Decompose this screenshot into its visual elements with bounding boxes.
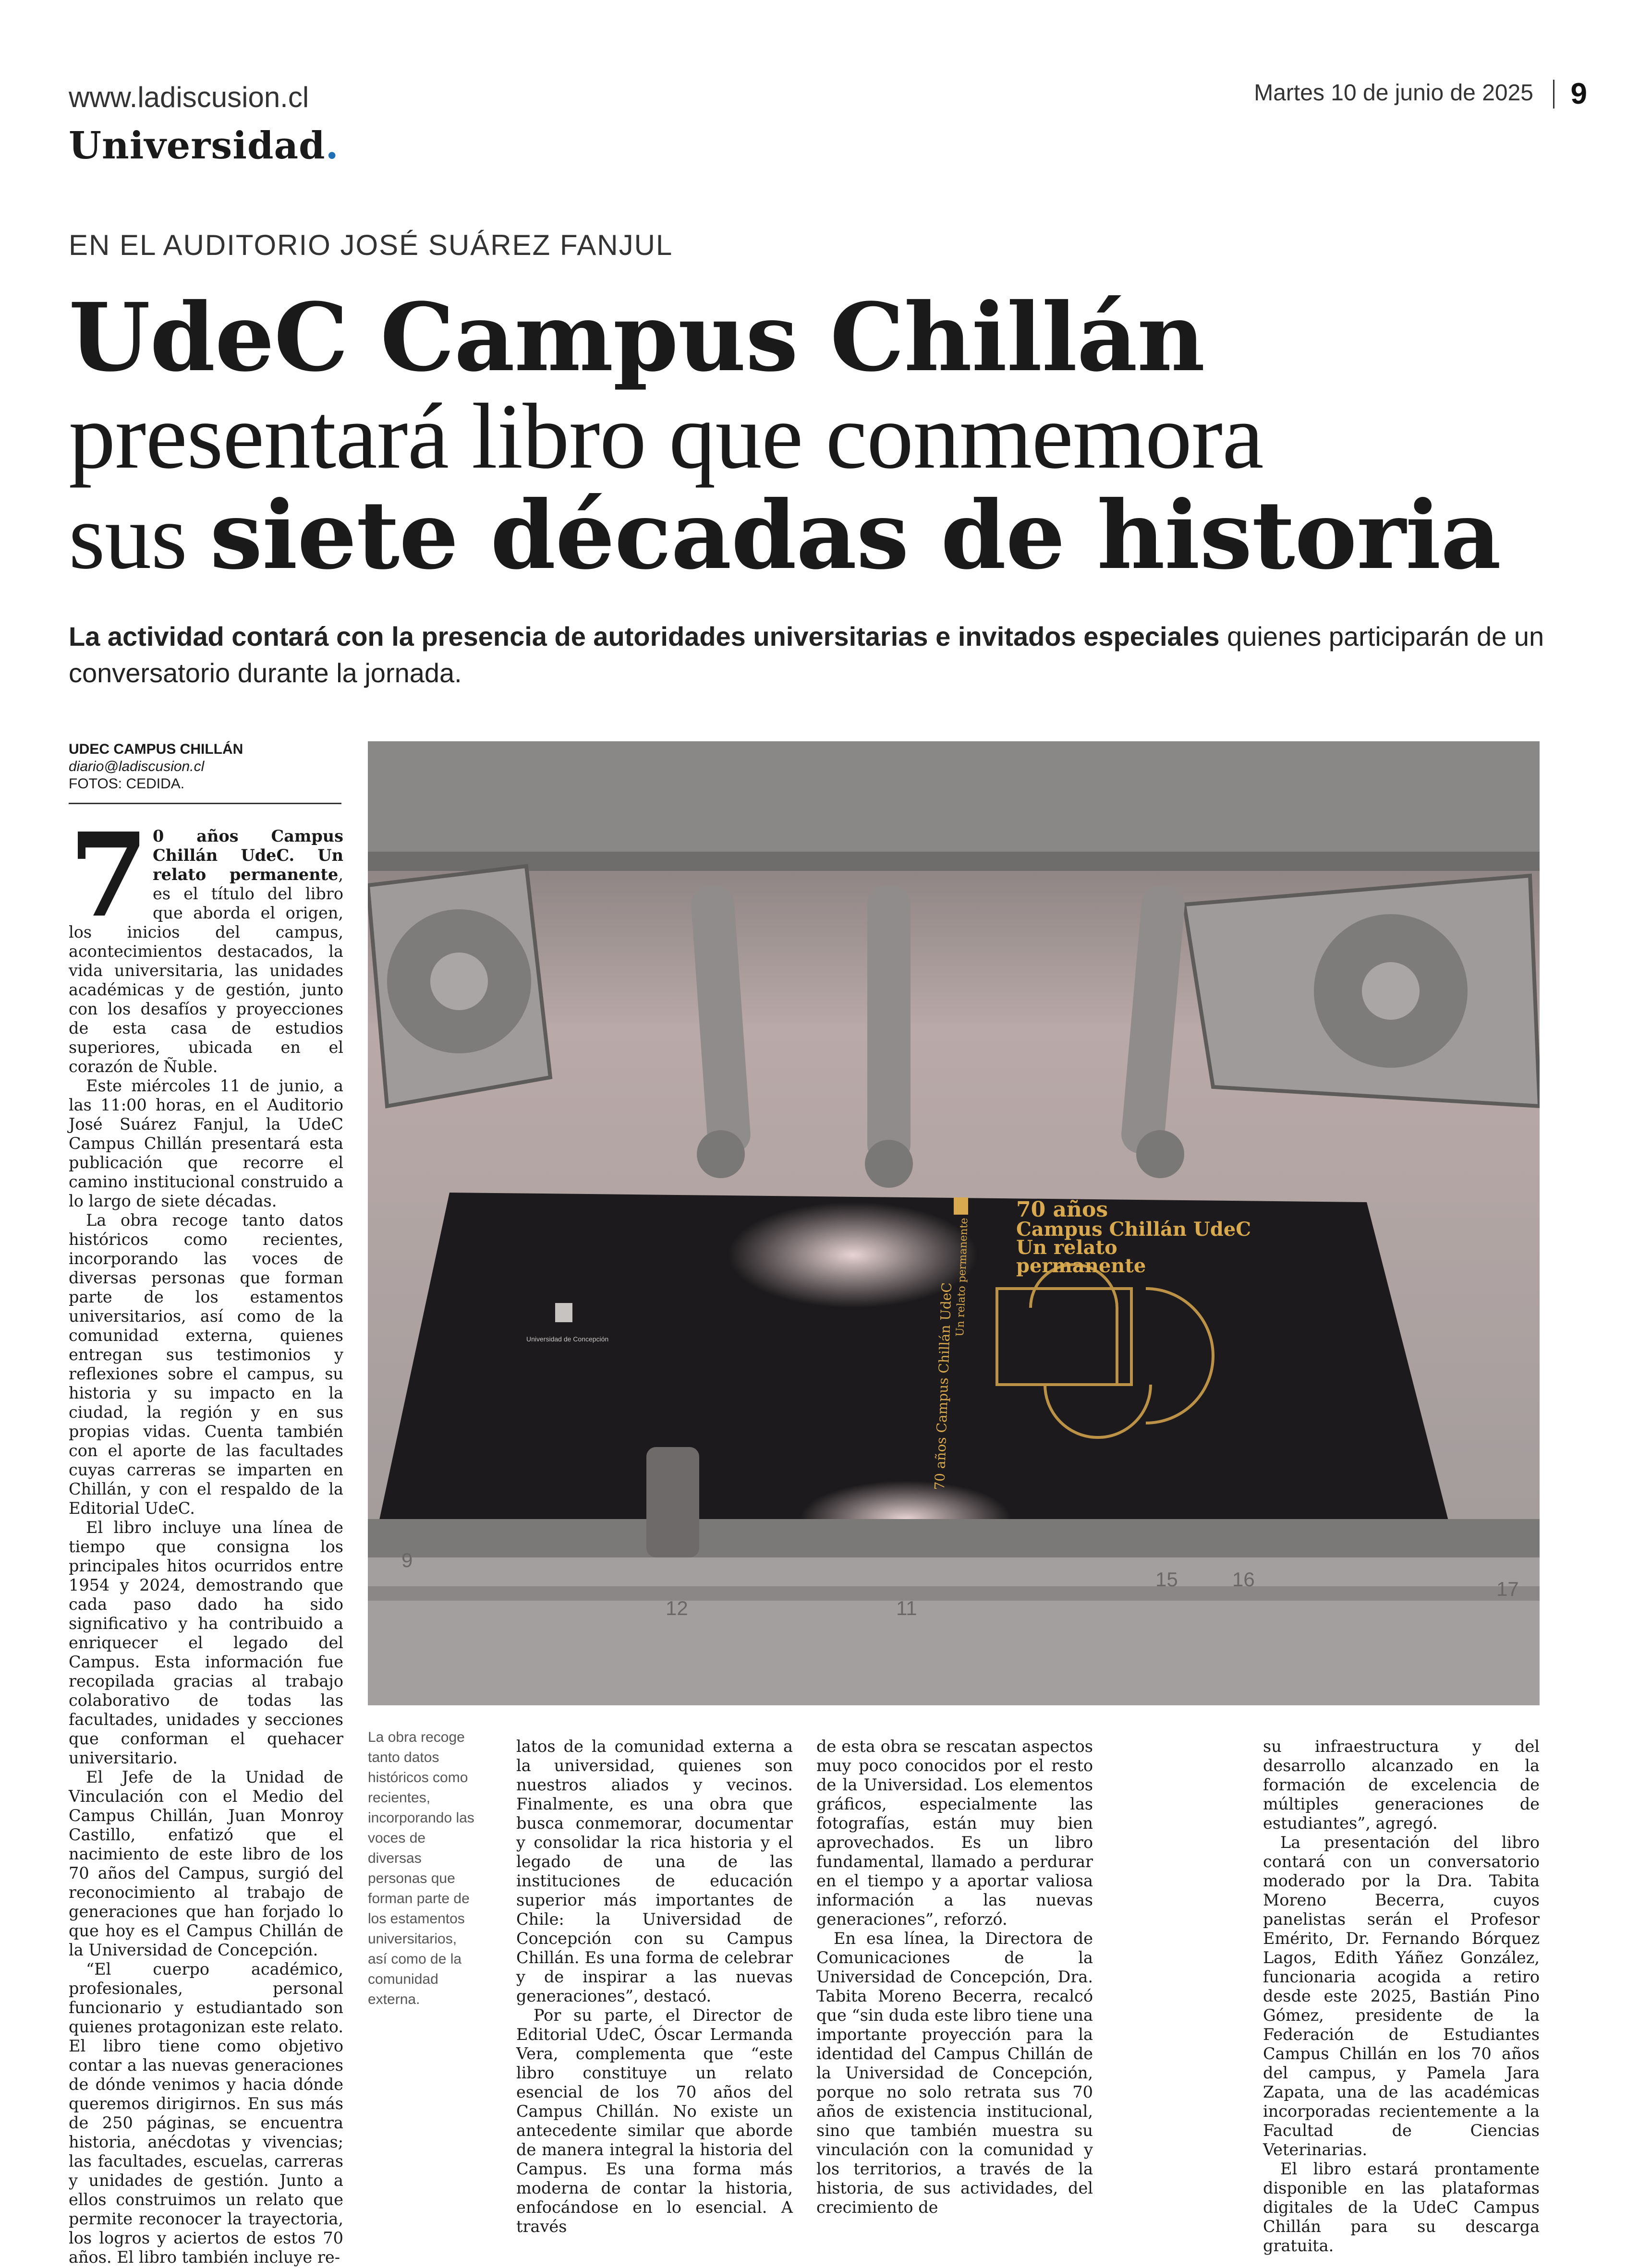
headline xyxy=(69,282,1577,590)
svg-text:9: 9 xyxy=(401,1549,413,1571)
article-photo xyxy=(368,741,1540,1705)
clamp xyxy=(646,1447,699,1557)
paragraph-12: La presentación del libro contará con un conversatorio moderado por la Dra. Tabita Moreno Becerra, cuyos panelistas serán el Profesor Emérito, Dr. Fernando Bórquez Lagos, Edith Yáñez González, funcionaria acogida a retiro desde este 2025, Bastián Pino Gómez, presidente de la Federación de Estudiantes Campus Chillán en los 70 años del campus, y Pamela Jara Zapata, una de las académicas incorporadas recientemente a la Facultad de Ciencias Veterinarias. xyxy=(1263,1833,1540,2159)
svg-text:15: 15 xyxy=(1155,1568,1178,1591)
lead-paragraph xyxy=(69,618,1572,691)
paragraph-2: Este miércoles 11 de junio, a las 11:00 horas, en el Auditorio José Suárez Fanjul, la UdeC Campus Chillán presentará esta publicación que recorre el camino institucional construido a lo largo de siete décadas. xyxy=(69,1076,343,1210)
paragraph-8: Por su parte, el Director de Editorial UdeC, Óscar Lermanda Vera, complementa que “este libro constituye un relato esencial de los 70 años del Campus Chillán. No existe un antecedente similar que aborde de manera integral la historia del Campus. Es una forma más moderna de contar la historia, enfocándose en lo esencial. A través xyxy=(516,2006,793,2236)
section-name: Universidad xyxy=(69,124,326,168)
spine-text-2: Un relato permanente xyxy=(954,1218,971,1337)
paragraph-5: El Jefe de la Unidad de Vinculación con el Medio del Campus Chillán, Juan Monroy Castillo, enfatizó que el nacimiento de este libro de los 70 años del Campus, surgió del reconocimiento al trabajo de generaciones que han forjado lo que hoy es el Campus Chillán de la Universidad de Concepción. xyxy=(69,1768,343,1959)
site-url[interactable]: www.ladiscusion.cl xyxy=(69,81,309,113)
section-title xyxy=(69,124,339,168)
headline-line-3-light: sus xyxy=(69,485,210,589)
paragraph-1 xyxy=(69,808,343,1076)
svg-text:11: 11 xyxy=(896,1597,917,1619)
header-divider xyxy=(1553,80,1554,109)
left-fan xyxy=(368,866,550,1106)
back-cover-logo-text: Universidad de Concepción xyxy=(526,1335,609,1343)
body-column-3 xyxy=(816,1737,1093,2217)
headline-line-1: UdeC Campus Chillán xyxy=(69,282,1205,392)
lead-bold: La actividad contará con la presencia de autoridades universitarias e invitados especiales xyxy=(69,621,1220,651)
machine-top-frame xyxy=(368,741,1540,866)
headline-line-3-bold: siete décadas de historia xyxy=(210,480,1501,590)
byline xyxy=(69,741,341,793)
page-number: 9 xyxy=(1570,77,1587,110)
photo-caption: La obra recoge tanto datos históricos como recientes, incorporando las voces de diversas personas que forman parte de los estamentos universitarios, así como de la comunidad externa. xyxy=(368,1729,474,2007)
paragraph-13: El libro estará prontamente disponible en las plataformas digitales de la UdeC Campus Chillán para su descarga gratuita. xyxy=(1263,2159,1540,2255)
paragraph-1-bold: 0 años Campus Chillán UdeC. Un relato permanente xyxy=(153,827,343,884)
headline-line-2: presentará libro que conmemora xyxy=(69,385,1263,488)
svg-text:17: 17 xyxy=(1496,1578,1519,1600)
paragraph-6: “El cuerpo académico, profesionales, personal funcionario y estudiantado son quienes protagonizan este relato. El libro tiene como objetivo contar a las nuevas generaciones de dónde venimos y hacia dónde queremos dirigirnos. En sus más de 250 páginas, se encuentra historia, anécdotas y vivencias; las facultades, escuelas, carreras y unidades de gestión. Junto a ellos construimos un relato que permite reconocer la trayectoria, los logros y aciertos de estos 70 años. El libro también incluye re- xyxy=(69,1960,343,2267)
headline-line-3 xyxy=(69,480,1577,590)
photo-illustration xyxy=(368,741,1540,1705)
kicker: EN EL AUDITORIO JOSÉ SUÁREZ FANJUL xyxy=(69,229,673,261)
byline-rule xyxy=(69,803,341,804)
issue-date: Martes 10 de junio de 2025 xyxy=(1254,80,1533,106)
paragraph-7: latos de la comunidad externa a la universidad, quienes son nuestros aliados y vecinos. Finalmente, es una obra que busca conmemorar, documentar y consolidar la rica historia y el legado de una de las instituciones de educación superior más importantes de Chile: la Universidad de Concepción con su Campus Chillán. Es una forma de celebrar y de inspirar a las nuevas generaciones”, destacó. xyxy=(516,1737,793,2005)
lower-bar xyxy=(368,1519,1540,1557)
cover-line-1: 70 años xyxy=(1016,1197,1108,1222)
cover-line-2: Campus Chillán UdeC xyxy=(1016,1218,1251,1241)
paragraph-3: La obra recoge tanto datos históricos como recientes, incorporando las voces de diversas personas que forman parte de los estamentos universitarios, así como de la comunidad externa, quienes entregan sus testimonios y reflexiones sobre el campus, su historia y su impacto en la ciudad, la región y en sus propias vidas. Cuenta también con el aporte de las facultades cuyas carreras se imparten en Chillán, y con el respaldo de la Editorial UdeC. xyxy=(69,1211,343,1518)
svg-text:12: 12 xyxy=(666,1597,688,1619)
right-fan xyxy=(1184,876,1540,1106)
byline-email[interactable]: diario@ladiscusion.cl xyxy=(69,759,205,774)
paragraph-11: su infraestructura y del desarrollo alcanzado en la formación de excelencia de múltiples generaciones de estudiantes”, agregó. xyxy=(1263,1737,1540,1833)
cover-logo xyxy=(954,1197,968,1215)
body-column-2 xyxy=(516,1737,793,2236)
back-cover-logo xyxy=(555,1303,572,1322)
paragraph-1-rest: , es el título del libro que aborda el origen, los inicios del campus, acontecimientos destacados, la vida universitaria, las unidades académicas y de gestión, junto con los desafíos y proyecciones de esta casa de estudios superiores, ubicada en el corazón de Ñuble. xyxy=(69,865,343,1076)
cover-line-4: permanente xyxy=(1016,1255,1146,1277)
body-column-4 xyxy=(1263,1737,1540,2256)
spine-text: 70 años Campus Chillán UdeC xyxy=(932,1282,955,1491)
byline-photos: FOTOS: CEDIDA. xyxy=(69,776,185,792)
section-dot: . xyxy=(325,124,339,168)
paragraph-10: En esa línea, la Directora de Comunicaciones de la Universidad de Concepción, Dra. Tabita Moreno Becerra, recalcó que “sin duda este libro tiene una importante proyección para la identidad del Campus Chillán de la Universidad de Concepción, porque no solo retrata sus 70 años de existencia institucional, sino que también muestra su vinculación con la comunidad y los territorios, a través de la historia, de sus actividades, del crecimiento de xyxy=(816,1929,1093,2217)
paragraph-4: El libro incluye una línea de tiempo que consigna los principales hitos ocurridos entre 1954 y 2024, demostrando que cada paso dado ha sido significativo y ha contribuido a enriquecer el legado del Campus. Esta información fue recopilada gracias al trabajo colaborativo de todas las facultades, unidades y secciones que conforman el quehacer universitario. xyxy=(69,1518,343,1767)
lead-rest: quienes participarán de un conversatorio durante la jornada. xyxy=(69,621,1544,688)
dropcap: 7 xyxy=(69,808,149,943)
svg-text:16: 16 xyxy=(1232,1568,1255,1591)
paragraph-9: de esta obra se rescatan aspectos muy poco conocidos por el resto de la Universidad. Los elementos gráficos, especialmente las fotografías, están muy bien aprovechados. Es un libro fundamental, llamado a perdurar en el tiempo y a aportar valiosa información a las nuevas generaciones”, reforzó. xyxy=(816,1737,1093,1929)
body-column-1 xyxy=(69,808,343,2267)
cover-line-3: Un relato xyxy=(1016,1236,1117,1259)
byline-name: UDEC CAMPUS CHILLÁN xyxy=(69,741,243,757)
